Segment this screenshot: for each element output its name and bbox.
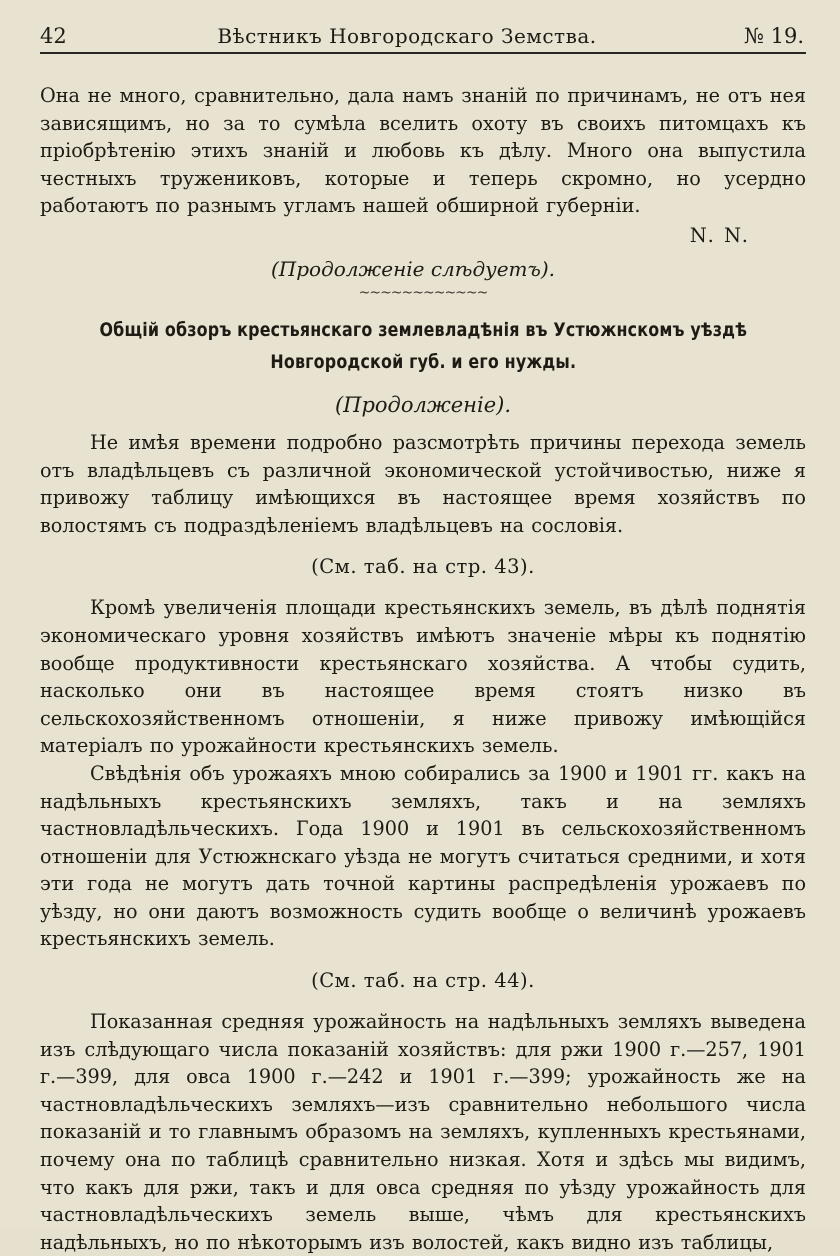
paragraph: Не имѣя времени подробно разсмотрѣть причины перехода земель отъ владѣльцевъ съ различной экономической устойчивостью, ниже я привожу таблицу имѣющихся въ настоящее время хозяйствъ по волостямъ съ подраздѣленіемъ владѣльцевъ на сословія. bbox=[40, 430, 806, 537]
continued-note: (Продолженіе слѣдуетъ). bbox=[270, 256, 556, 281]
article-title: Общій обзоръ крестьянскаго землевладѣнія въ Устюжнскомъ уѣздѣ Новгородской губ. и его нужды. bbox=[99, 319, 747, 373]
page-header bbox=[40, 24, 806, 54]
journal-title: Вѣстникъ Новгородскаго Земства. bbox=[217, 24, 597, 48]
table-reference: (См. таб. на стр. 44). bbox=[311, 969, 535, 993]
paragraph: Кромѣ увеличенія площади крестьянскихъ земель, въ дѣлѣ поднятія экономическаго уровня хозяйствъ имѣютъ значеніе мѣры къ поднятію вообще продуктивности крестьянскаго хозяйства. А чтобы судить, насколько они въ настоящее время стоятъ низко въ сельскохозяйственномъ отношеніи, я ниже привожу имѣющійся матеріалъ по урожайности крестьянскихъ земель. bbox=[40, 596, 806, 758]
table-reference: (См. таб. на стр. 43). bbox=[311, 555, 535, 579]
paragraph: Показанная средняя урожайность на надѣльныхъ земляхъ выведена изъ слѣдующаго числа показаній хозяйствъ: для ржи 1900 г.—257, 1901 г.—399, для овса 1900 г.—242 и 1901 г.—399; урожайность же на частновладѣльческихъ земляхъ—изъ сравнительно небольшого числа показаній и то главнымъ образомъ на земляхъ, купленныхъ крестьянами, почему она по таблицѣ сравнительно низкая. Хотя и здѣсь мы видимъ, что какъ для ржи, такъ и для овса средняя по уѣзду урожайность для частновладѣльческихъ земель выше, чѣмъ для крестьянскихъ надѣльныхъ, но по нѣкоторымъ изъ волостей, какъ видно изъ таблицы, bbox=[40, 1010, 806, 1254]
paragraph: Свѣдѣнія объ урожаяхъ мною собирались за 1900 и 1901 гг. какъ на надѣльныхъ крестьянскихъ земляхъ, такъ и на земляхъ частновладѣльческихъ. Года 1900 и 1901 въ сельскохозяйственномъ отношеніи для Устюжнскаго уѣзда не могутъ считаться средними, и хотя эти года не могутъ дать точной картины распредѣленія урожаевъ по уѣзду, но они даютъ возможность судить вообще о величинѣ урожаевъ крестьянскихъ земель. bbox=[40, 761, 806, 951]
intro-paragraph: Она не много, сравнительно, дала намъ знаній по причинамъ, не отъ нея зависящимъ, но за то сумѣла вселить охоту въ своихъ питомцахъ къ пріобрѣтенію этихъ знаній и любовь къ дѣлу. Много она выпустила честныхъ тружениковъ, которые и теперь скромно, но усердно работаютъ по разнымъ угламъ нашей обширной губерніи. bbox=[40, 84, 806, 218]
issue-number: № 19. bbox=[744, 24, 804, 48]
article-subtitle: (Продолженіе). bbox=[334, 392, 512, 417]
section-divider: ~~~~~~~~~~~~ bbox=[358, 284, 488, 301]
page-number: 42 bbox=[40, 24, 67, 48]
author-signature: N. N. bbox=[689, 223, 750, 247]
